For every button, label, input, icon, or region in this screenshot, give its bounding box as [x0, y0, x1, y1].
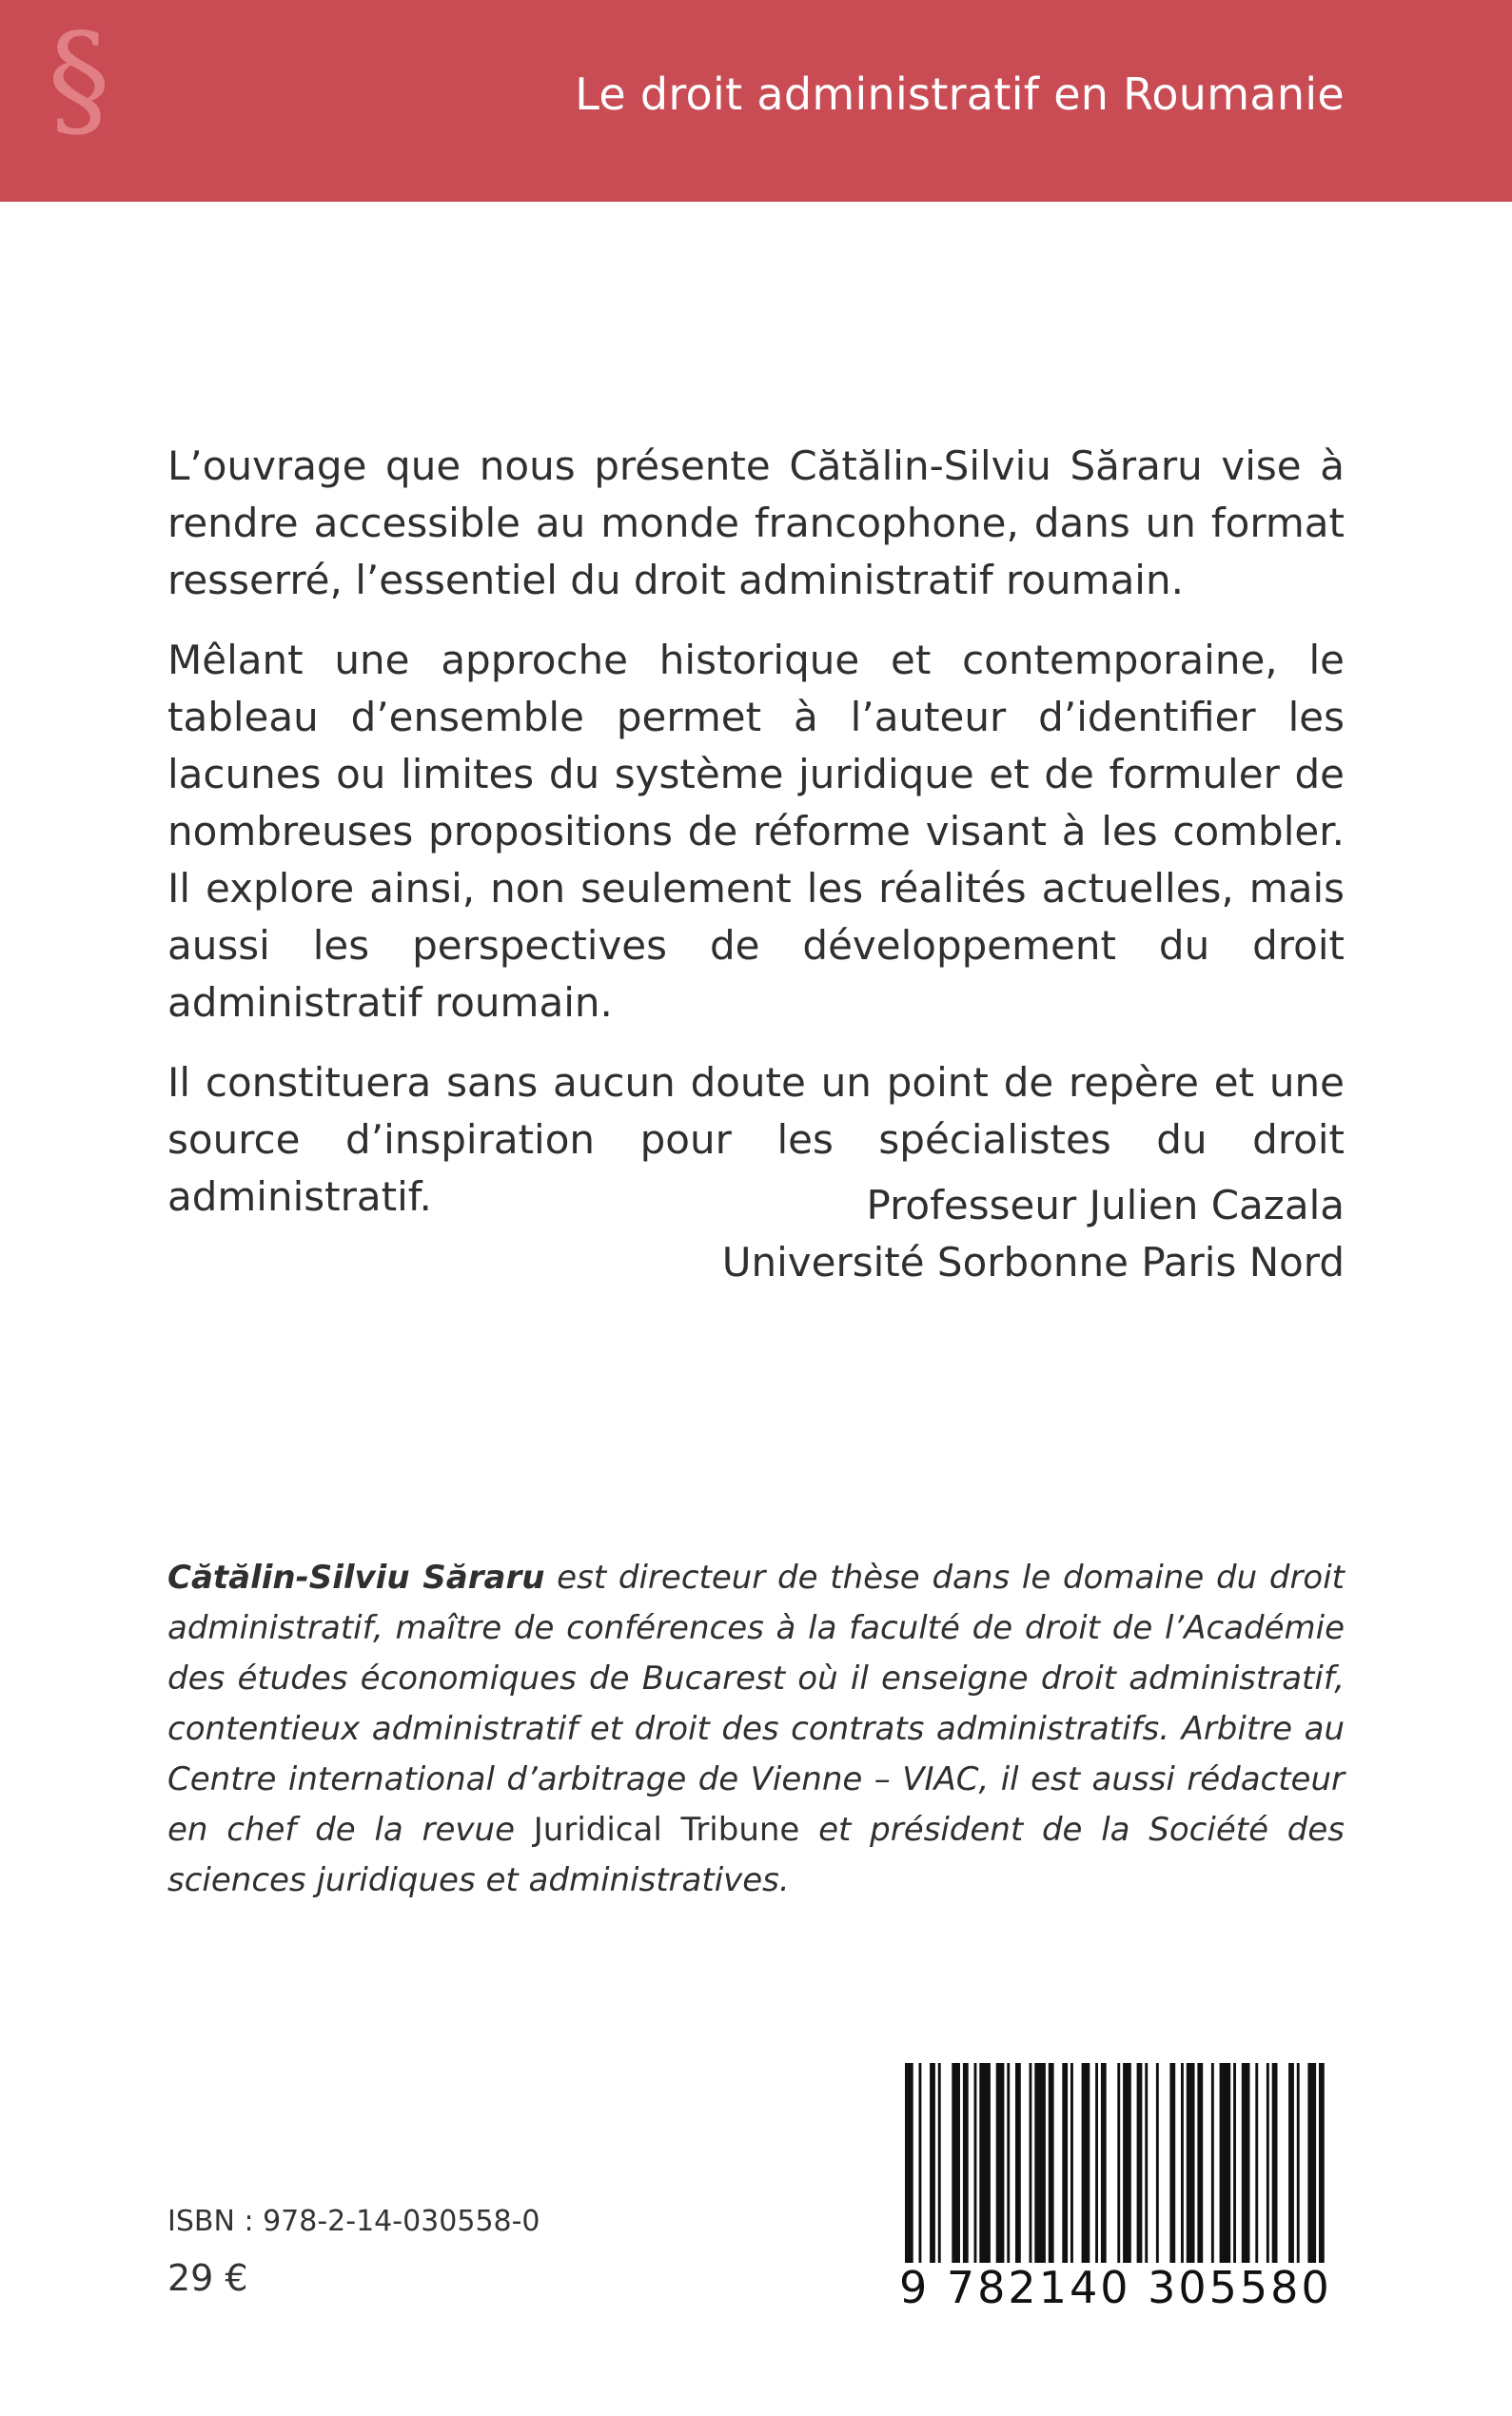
back-cover-blurb	[167, 438, 1345, 1248]
blurb-paragraph: Il constituera sans aucun doute un point de repère et une source d’inspiration pour les spécialistes du droit administratif.	[167, 1059, 1345, 1220]
barcode-bar	[1101, 2063, 1107, 2263]
barcode-bar	[1082, 2063, 1090, 2263]
barcode-bar	[930, 2063, 935, 2263]
barcode	[899, 2063, 1331, 2318]
barcode-bar	[938, 2063, 941, 2263]
barcode-bar	[1123, 2063, 1131, 2263]
barcode-bar	[996, 2063, 1005, 2263]
barcode-bar	[1181, 2063, 1184, 2263]
barcode-bar	[974, 2063, 977, 2263]
barcode-bar	[1307, 2063, 1316, 2263]
blurb-paragraph: L’ouvrage que nous présente Cătălin-Silviu Săraru vise à rendre accessible au monde francophone, dans un format resserré, l’essentiel du droit administratif roumain.	[167, 442, 1345, 603]
barcode-bar	[919, 2063, 922, 2263]
barcode-digits: 9 782140 305580	[899, 2262, 1332, 2313]
barcode-bar	[1070, 2063, 1073, 2263]
series-title: Le droit administratif en Roumanie	[575, 69, 1345, 120]
barcode-bar	[979, 2063, 991, 2263]
barcode-bar	[1030, 2063, 1032, 2263]
author-name: Cătălin-Silviu Săraru	[167, 1559, 545, 1597]
section-mark-icon: §	[48, 7, 110, 153]
header-band	[0, 0, 1512, 202]
barcode-bar	[1034, 2063, 1046, 2263]
barcode-bar	[1211, 2063, 1214, 2263]
signatory-name: Professeur Julien Cazala	[866, 1182, 1345, 1228]
barcode-bar	[1242, 2063, 1250, 2263]
barcode-bar	[1007, 2063, 1010, 2263]
barcode-bar	[1169, 2063, 1175, 2263]
barcode-bar	[1095, 2063, 1098, 2263]
barcode-bar	[905, 2063, 913, 2263]
barcode-bar	[1062, 2063, 1068, 2263]
blurb-signature	[722, 1177, 1345, 1291]
barcode-bar	[1049, 2063, 1054, 2263]
barcode-bar	[1117, 2063, 1120, 2263]
bio-text: et président de la Société des sciences juridiques et administratives.	[167, 1811, 1345, 1899]
bio-text: est directeur de thèse dans le domaine du droit administratif, maître de conférences à la faculté de droit de l’Académie des études économiques de Bucarest où il enseigne droit administratif, contentieux administratif et droit des contrats administratifs. Arbitre au Centre international d’arbitrage de Vienne – VIAC, il est aussi rédacteur en chef de la revue	[167, 1559, 1345, 1849]
barcode-bar	[1197, 2063, 1203, 2263]
barcode-bar	[1255, 2063, 1258, 2263]
barcode-bar	[1156, 2063, 1159, 2263]
blurb-paragraph: Mêlant une approche historique et contemporaine, le tableau d’ensemble permet à l’auteur d’identifier les lacunes ou limites du système juridique et de formuler de nombreuses propositions de réforme visant à les combler. Il explore ainsi, non seulement les réalités actuelles, mais aussi les perspectives de développement du droit administratif roumain.	[167, 637, 1345, 1026]
barcode-bar	[1272, 2063, 1278, 2263]
barcode-bar	[1297, 2063, 1300, 2263]
barcode-bar	[1319, 2063, 1325, 2263]
barcode-bar	[1267, 2063, 1269, 2263]
barcode-bar	[1015, 2063, 1021, 2263]
barcode-bar	[1145, 2063, 1148, 2263]
barcode-bar	[952, 2063, 960, 2263]
barcode-bar	[963, 2063, 969, 2263]
isbn: ISBN : 978-2-14-030558-0	[167, 2205, 540, 2238]
author-biography	[167, 1553, 1345, 1906]
barcode-bar	[1187, 2063, 1195, 2263]
barcode-bar	[1137, 2063, 1143, 2263]
barcode-bar	[1220, 2063, 1231, 2263]
price: 29 €	[167, 2257, 248, 2299]
barcode-bar	[1288, 2063, 1294, 2263]
barcode-bar	[1233, 2063, 1236, 2263]
barcode-bars	[899, 2063, 1331, 2263]
signatory-institution: Université Sorbonne Paris Nord	[721, 1239, 1345, 1286]
journal-title: Juridical Tribune	[533, 1811, 800, 1849]
